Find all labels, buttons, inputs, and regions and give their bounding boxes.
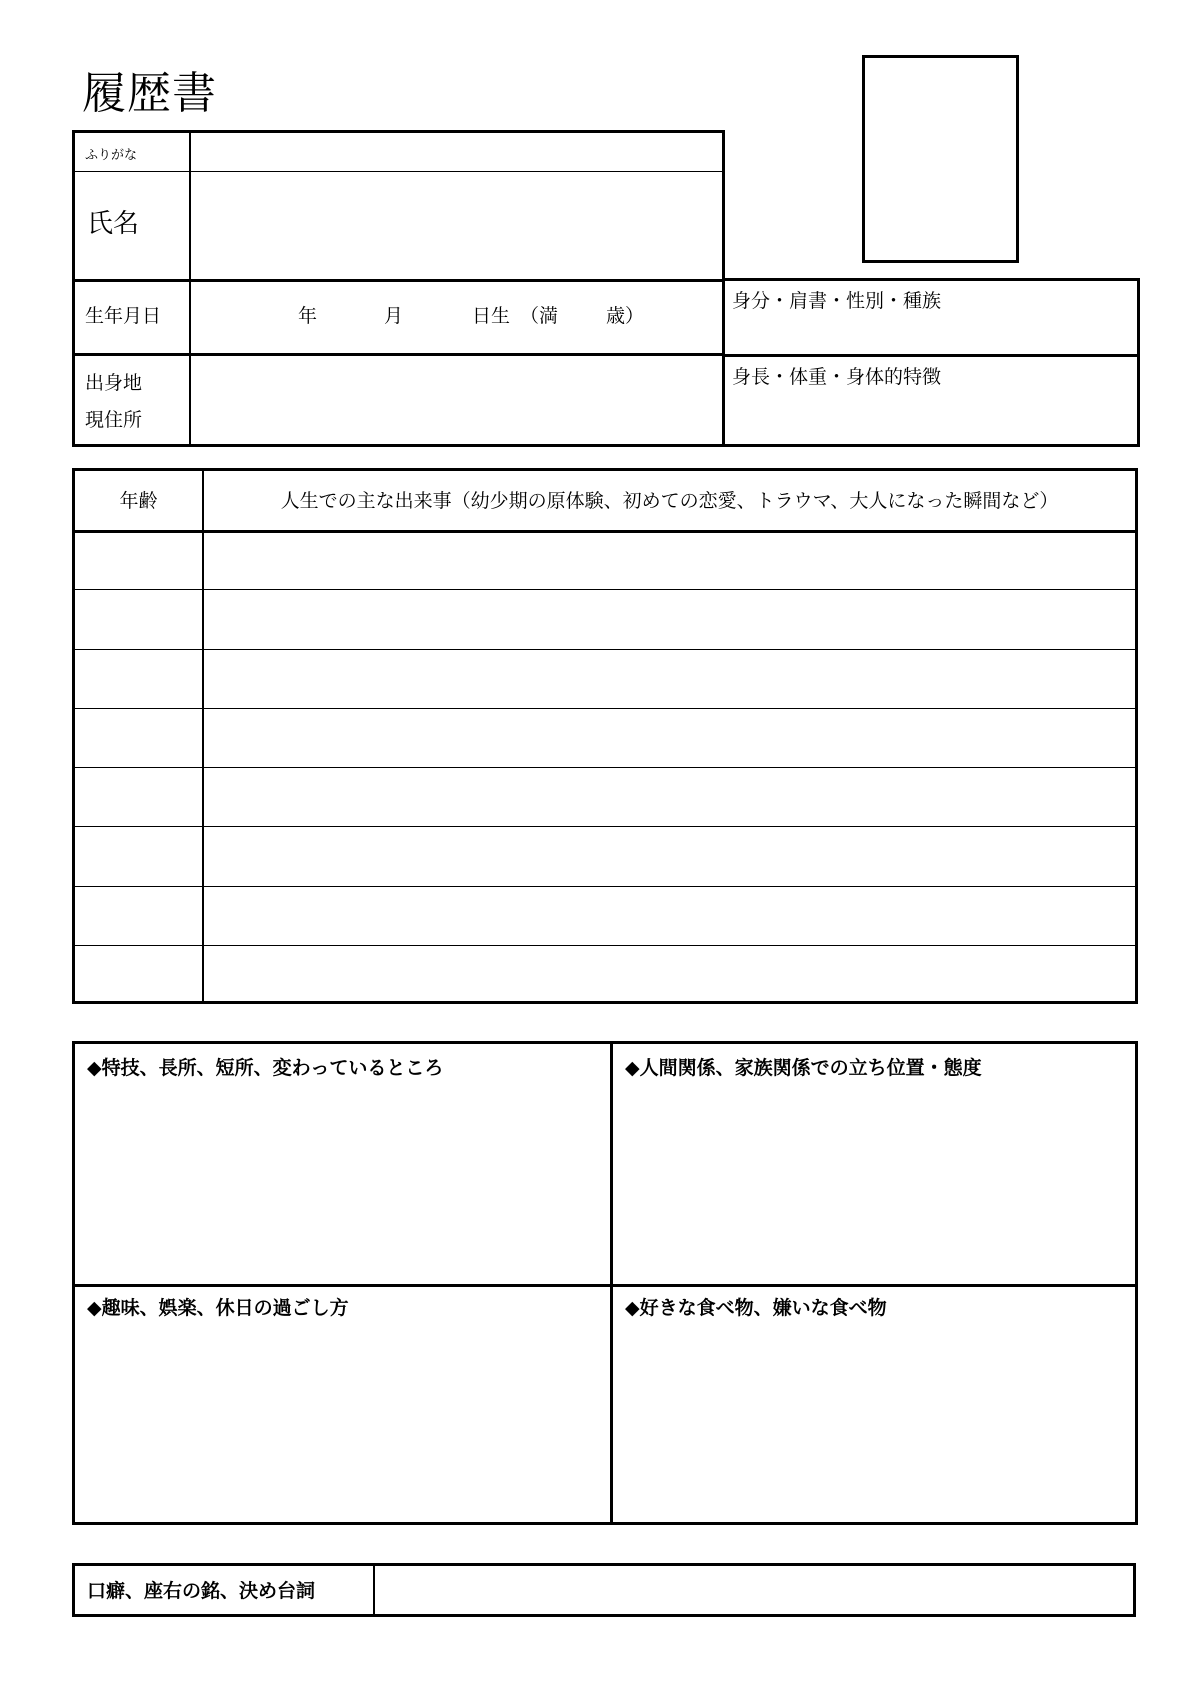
life-row-event-cell[interactable] (204, 886, 1135, 945)
skills-field[interactable] (75, 1084, 609, 1282)
origin-address-field[interactable] (191, 356, 722, 444)
age-header: 年齢 (119, 490, 158, 512)
food-field[interactable] (613, 1324, 1135, 1522)
birthdate-day-unit: 日生 (472, 305, 511, 327)
status-field[interactable] (722, 281, 1137, 353)
life-row-age-cell[interactable] (75, 589, 202, 648)
life-row-age-cell[interactable] (75, 649, 202, 708)
hobbies-field[interactable] (75, 1324, 609, 1522)
life-row-event-cell[interactable] (204, 649, 1135, 708)
motto-field[interactable] (375, 1566, 1133, 1614)
age-close: 歳） (606, 305, 645, 327)
life-row-event-cell[interactable] (204, 945, 1135, 1004)
life-row-age-cell[interactable] (75, 708, 202, 767)
motto-table (72, 1563, 1136, 1617)
traits-section (72, 1041, 1138, 1525)
status-label: 身分・肩書・性別・種族 (732, 290, 942, 312)
food-label: ◆好きな食べ物、嫌いな食べ物 (625, 1297, 887, 1319)
life-row-age-cell[interactable] (75, 530, 202, 589)
life-row-age-cell[interactable] (75, 767, 202, 826)
life-row-event-cell[interactable] (204, 767, 1135, 826)
origin-label: 出身地 (85, 372, 143, 394)
life-row-event-cell[interactable] (204, 826, 1135, 885)
basic-info-table (72, 130, 725, 447)
motto-label: 口癖、座右の銘、決め台詞 (87, 1580, 316, 1602)
furigana-label: ふりがな (85, 148, 138, 163)
birthdate-year-unit: 年 (298, 305, 318, 327)
birthdate-month-unit: 月 (384, 305, 404, 327)
hobbies-label: ◆趣味、娯楽、休日の過ごし方 (87, 1297, 349, 1319)
name-field[interactable] (191, 173, 722, 278)
furigana-field[interactable] (191, 133, 722, 170)
page-title: 履歴書 (82, 68, 217, 119)
birthdate-label: 生年月日 (85, 305, 162, 327)
photo-box[interactable] (862, 55, 1019, 263)
event-header: 人生での主な出来事（幼少期の原体験、初めての恋愛、トラウマ、大人になった瞬間など） (280, 490, 1059, 512)
life-events-table (72, 468, 1138, 1004)
life-row-event-cell[interactable] (204, 708, 1135, 767)
life-events-header (75, 471, 1135, 533)
physique-label: 身長・体重・身体的特徴 (732, 366, 942, 388)
furigana-divider (75, 171, 722, 172)
traits-horizontal-divider (75, 1284, 1135, 1287)
relations-label: ◆人間関係、家族関係での立ち位置・態度 (625, 1057, 982, 1079)
age-open: （満 (520, 305, 559, 327)
side-info-table (722, 278, 1140, 447)
birthdate-field[interactable] (191, 282, 722, 352)
life-row-event-cell[interactable] (204, 530, 1135, 589)
life-row-age-cell[interactable] (75, 945, 202, 1004)
physique-field[interactable] (722, 357, 1137, 444)
relations-field[interactable] (613, 1084, 1135, 1282)
name-label: 氏名 (87, 209, 140, 239)
life-row-age-cell[interactable] (75, 826, 202, 885)
life-row-event-cell[interactable] (204, 589, 1135, 648)
skills-label: ◆特技、長所、短所、変わっているところ (87, 1057, 444, 1079)
address-label: 現住所 (85, 409, 143, 431)
life-row-age-cell[interactable] (75, 886, 202, 945)
